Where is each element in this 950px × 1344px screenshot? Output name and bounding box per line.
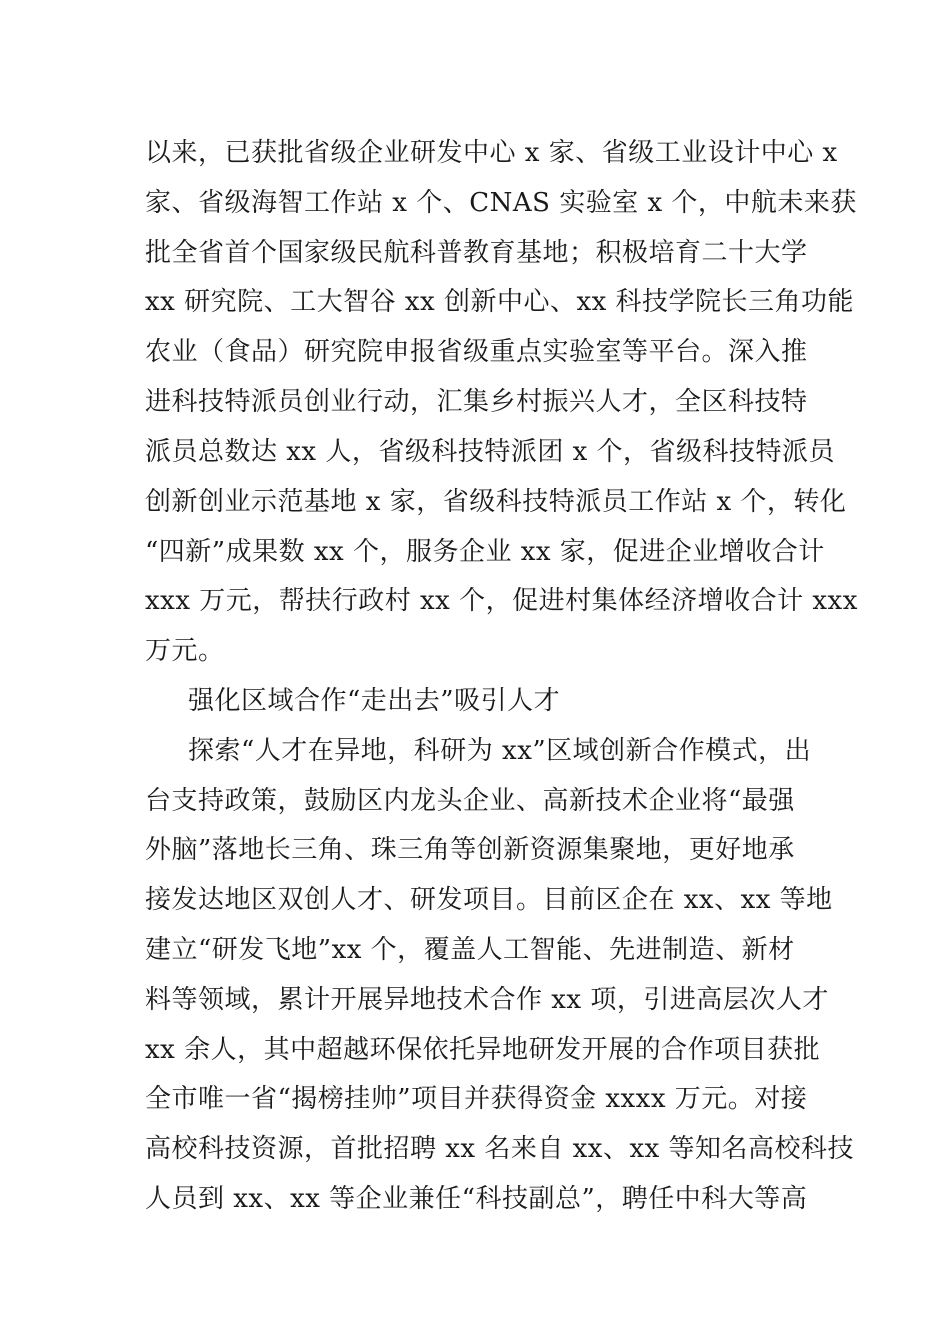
text-line: 人员到 xx、xx 等企业兼任“科技副总”，聘任中科大等高 <box>145 1184 808 1214</box>
text-line: 高校科技资源，首批招聘 xx 名来自 xx、xx 等知名高校科技 <box>145 1134 855 1164</box>
text-line: 创新创业示范基地 x 家，省级科技特派员工作站 x 个，转化 <box>145 487 847 517</box>
text-line: xxx 万元，帮扶行政村 xx 个，促进村集体经济增收合计 xxx <box>145 586 858 616</box>
text-line: 料等领域，累计开展异地技术合作 xx 项，引进高层次人才 <box>145 985 829 1015</box>
text-line: 外脑”落地长三角、珠三角等创新资源集聚地，更好地承 <box>145 835 795 865</box>
text-line: 万元。 <box>145 636 225 666</box>
text-line: 派员总数达 xx 人，省级科技特派团 x 个，省级科技特派员 <box>145 437 836 467</box>
text-line: 进科技特派员创业行动，汇集乡村振兴人才，全区科技特 <box>145 387 808 417</box>
text-line: 以来，已获批省级企业研发中心 x 家、省级工业设计中心 x <box>145 138 838 168</box>
section-heading: 强化区域合作“走出去”吸引人才 <box>188 686 561 716</box>
text-line: xx 余人，其中超越环保依托异地研发开展的合作项目获批 <box>145 1035 821 1065</box>
text-line: 台支持政策，鼓励区内龙头企业、高新技术企业将“最强 <box>145 786 795 816</box>
text-line: 探索“人才在异地，科研为 xx”区域创新合作模式，出 <box>188 736 812 766</box>
text-line: xx 研究院、工大智谷 xx 创新中心、xx 科技学院长三角功能 <box>145 287 855 317</box>
text-line: 接发达地区双创人才、研发项目。目前区企在 xx、xx 等地 <box>145 885 833 915</box>
text-line: 批全省首个国家级民航科普教育基地；积极培育二十大学 <box>145 238 808 268</box>
text-line: 全市唯一省“揭榜挂帅”项目并获得资金 xxxx 万元。对接 <box>145 1084 808 1114</box>
text-line: 建立“研发飞地”xx 个，覆盖人工智能、先进制造、新材 <box>145 935 795 965</box>
text-line: 家、省级海智工作站 x 个、CNAS 实验室 x 个，中航未来获 <box>145 188 857 218</box>
text-line: 农业（食品）研究院申报省级重点实验室等平台。深入推 <box>145 337 808 367</box>
text-line: “四新”成果数 xx 个，服务企业 xx 家，促进企业增收合计 <box>145 537 825 567</box>
